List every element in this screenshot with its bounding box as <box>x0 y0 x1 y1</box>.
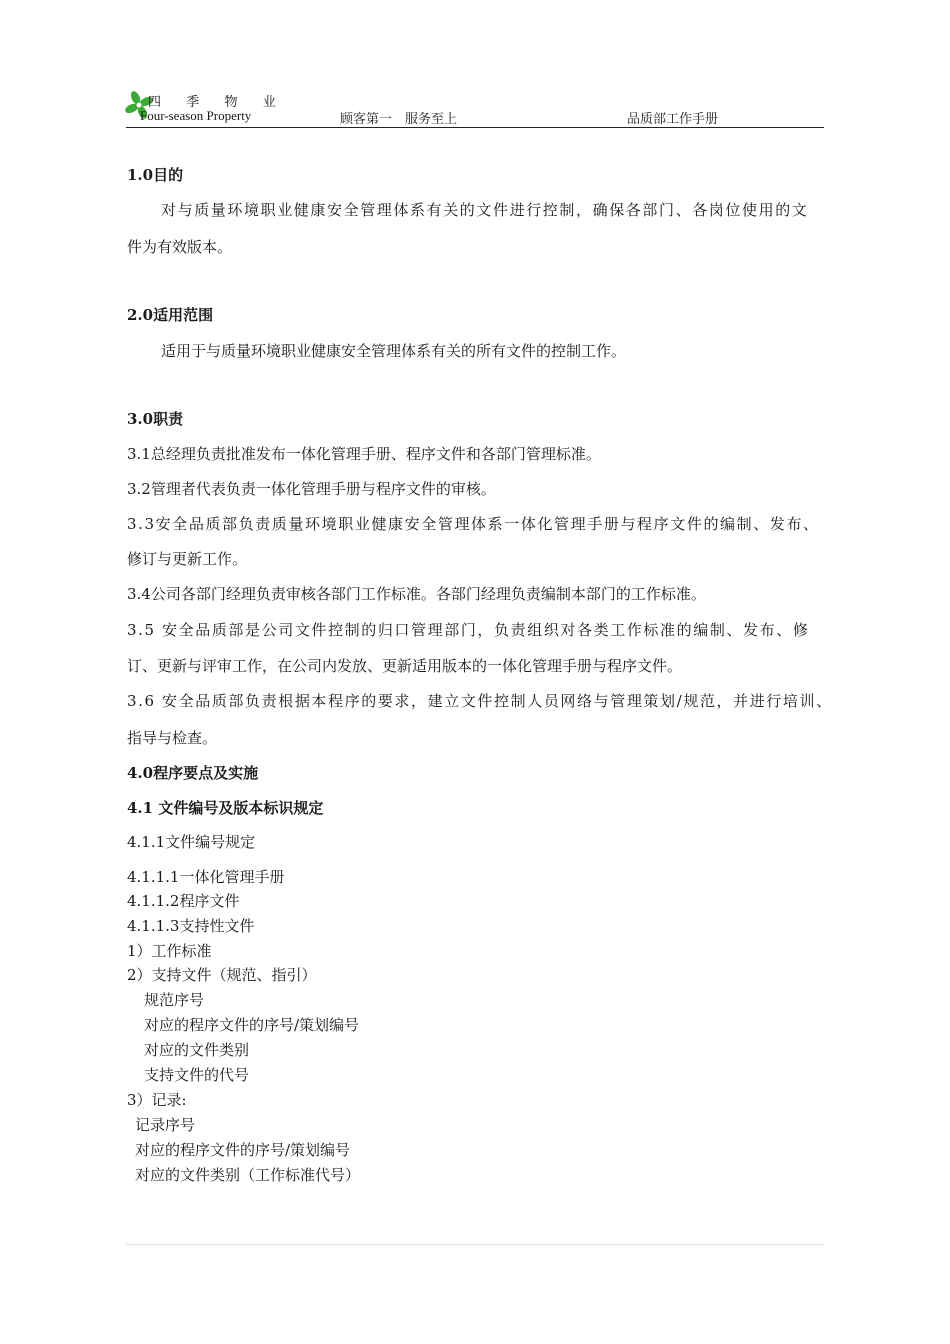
section-4-1-title: 4.1 文件编号及版本标识规定 <box>127 799 324 817</box>
list-item-3-sub-a: 记录序号 <box>135 1116 196 1134</box>
section-3-title: 3.0职责 <box>127 410 184 428</box>
section-3-3-line-2: 修订与更新工作。 <box>127 550 248 568</box>
list-item-1: 1）工作标准 <box>127 942 212 960</box>
list-item-2: 2）支持文件（规范、指引） <box>127 966 317 984</box>
section-4-title: 4.0程序要点及实施 <box>127 764 259 782</box>
section-4-1-1-1: 4.1.1.1一体化管理手册 <box>127 868 285 886</box>
section-2-paragraph: 适用于与质量环境职业健康安全管理体系有关的所有文件的控制工作。 <box>161 342 627 360</box>
list-item-2-sub-a: 规范序号 <box>144 991 205 1009</box>
header-manual-title: 品质部工作手册 <box>627 112 719 127</box>
section-3-6-line-2: 指导与检查。 <box>127 729 218 747</box>
section-4-1-1-2: 4.1.1.2程序文件 <box>127 892 240 910</box>
company-name-cn: 四 季 物 业 <box>148 94 287 109</box>
section-4-1-1: 4.1.1文件编号规定 <box>127 833 256 851</box>
section-3-2: 3.2管理者代表负责一体化管理手册与程序文件的审核。 <box>127 480 496 498</box>
section-3-6-line-1: 3.6 安全品质部负责根据本程序的要求，建立文件控制人员网络与管理策划/规范，并进行培训、 <box>127 692 833 710</box>
section-1-paragraph-line-1: 对与质量环境职业健康安全管理体系有关的文件进行控制，确保各部门、各岗位使用的文 <box>161 201 809 219</box>
list-item-3-sub-b: 对应的程序文件的序号/策划编号 <box>135 1141 351 1159</box>
page-header <box>126 86 824 128</box>
section-1-title: 1.0目的 <box>127 166 184 184</box>
footer-divider <box>126 1244 824 1245</box>
list-item-3-sub-c: 对应的文件类别（工作标准代号） <box>135 1166 361 1184</box>
section-3-5-line-2: 订、更新与评审工作，在公司内发放、更新适用版本的一体化管理手册与程序文件。 <box>127 657 683 675</box>
section-3-3-line-1: 3.3安全品质部负责质量环境职业健康安全管理体系一体化管理手册与程序文件的编制、发布、 <box>127 515 820 533</box>
section-1-paragraph-line-2: 件为有效版本。 <box>127 238 233 256</box>
list-item-3: 3）记录: <box>127 1091 187 1109</box>
company-name-en: Four-season Property <box>140 108 252 123</box>
list-item-2-sub-c: 对应的文件类别 <box>144 1041 250 1059</box>
list-item-2-sub-d: 支持文件的代号 <box>144 1066 250 1084</box>
list-item-2-sub-b: 对应的程序文件的序号/策划编号 <box>144 1016 360 1034</box>
section-2-title: 2.0适用范围 <box>127 306 214 324</box>
section-4-1-1-3: 4.1.1.3支持性文件 <box>127 917 255 935</box>
section-3-1: 3.1总经理负责批准发布一体化管理手册、程序文件和各部门管理标准。 <box>127 445 601 463</box>
section-3-4: 3.4公司各部门经理负责审核各部门工作标准。各部门经理负责编制本部门的工作标准。 <box>127 585 706 603</box>
section-3-5-line-1: 3.5 安全品质部是公司文件控制的归口管理部门，负责组织对各类工作标准的编制、发布、修 <box>127 621 810 639</box>
header-slogan: 顾客第一 服务至上 <box>340 112 458 127</box>
